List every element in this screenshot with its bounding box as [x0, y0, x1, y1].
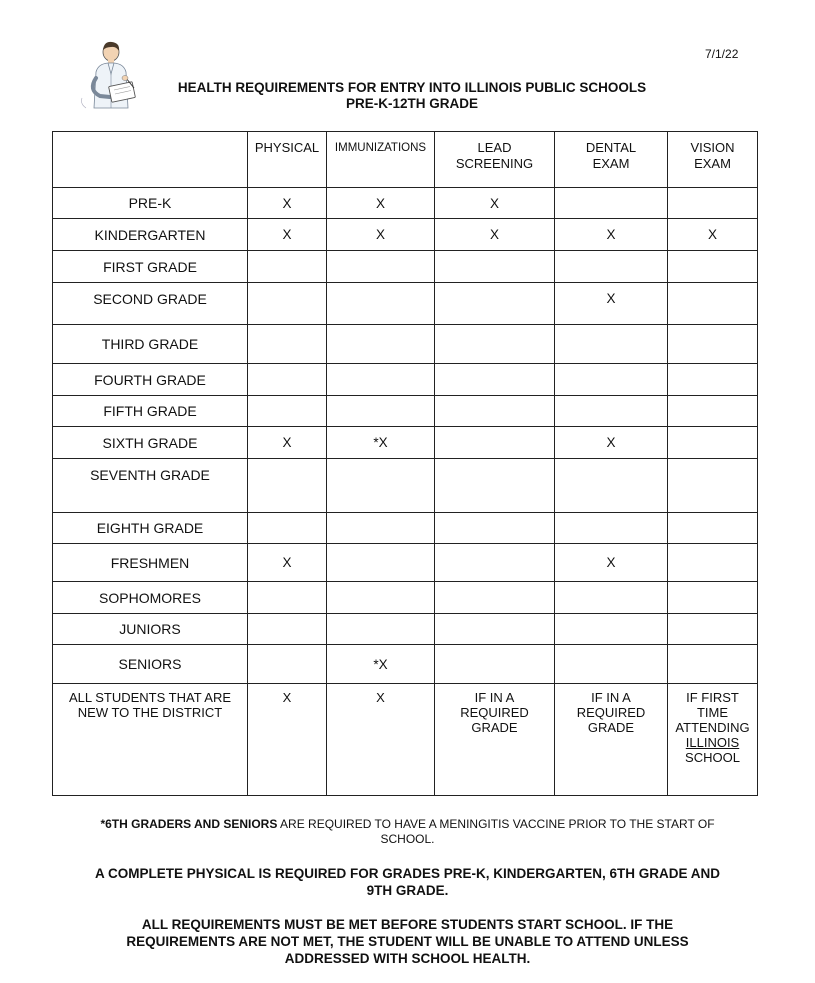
grade-cell: EIGHTH GRADE	[53, 513, 248, 544]
header-lead-line: LEAD	[477, 140, 512, 155]
header-vision-exam	[668, 132, 758, 188]
immunizations-cell	[327, 364, 435, 396]
lead-cell	[435, 544, 555, 582]
immunizations-cell	[327, 513, 435, 544]
lead-cell	[435, 582, 555, 614]
grade-cell: FIRST GRADE	[53, 251, 248, 283]
physical-cell: X	[248, 427, 327, 459]
lead-cell	[435, 645, 555, 684]
vision-cell	[668, 459, 758, 513]
vision-line: SCHOOL	[685, 750, 740, 765]
table-row-sixth-grade	[53, 427, 758, 459]
immunizations-cell	[327, 459, 435, 513]
grade-cell: SENIORS	[53, 645, 248, 684]
immunizations-cell: X	[327, 684, 435, 796]
health-requirements-table	[52, 131, 758, 796]
vision-cell	[668, 645, 758, 684]
vision-line-illinois: ILLINOIS	[685, 735, 740, 750]
grade-cell: KINDERGARTEN	[53, 219, 248, 251]
immunizations-cell: *X	[327, 645, 435, 684]
requirements-note-line: ALL REQUIREMENTS MUST BE MET BEFORE STUDENTS START SCHOOL. IF THE	[141, 917, 674, 932]
physical-note-line: A COMPLETE PHYSICAL IS REQUIRED FOR GRADES PRE-K, KINDERGARTEN, 6TH GRADE AND	[94, 866, 721, 881]
grade-cell: FIFTH GRADE	[53, 396, 248, 427]
meningitis-note	[40, 817, 775, 847]
physical-cell	[248, 396, 327, 427]
lead-cell	[435, 396, 555, 427]
vision-cell	[668, 614, 758, 645]
table-row-eighth-grade	[53, 513, 758, 544]
vision-cell	[668, 582, 758, 614]
grade-cell: SEVENTH GRADE	[53, 459, 248, 513]
dental-cell: X	[555, 427, 668, 459]
requirements-note-line: REQUIREMENTS ARE NOT MET, THE STUDENT WILL BE UNABLE TO ATTEND UNLESS	[126, 934, 689, 949]
header-dental-exam	[555, 132, 668, 188]
vision-cell	[668, 364, 758, 396]
header-physical: PHYSICAL	[248, 132, 327, 188]
dental-cell	[555, 251, 668, 283]
table-row-juniors	[53, 614, 758, 645]
table-row-pre-k	[53, 188, 758, 219]
physical-cell: X	[248, 188, 327, 219]
dental-cell	[555, 513, 668, 544]
physical-cell	[248, 513, 327, 544]
table-row-sophomores	[53, 582, 758, 614]
physical-cell: X	[248, 219, 327, 251]
dental-cell	[555, 364, 668, 396]
vision-cell	[668, 325, 758, 364]
physical-cell	[248, 459, 327, 513]
vision-cell	[668, 283, 758, 325]
grade-cell: JUNIORS	[53, 614, 248, 645]
table-row-fourth-grade	[53, 364, 758, 396]
physical-cell	[248, 645, 327, 684]
vision-line: ATTENDING	[675, 720, 750, 735]
dental-cell	[555, 684, 668, 796]
lead-cell	[435, 684, 555, 796]
table-row-new-students	[53, 684, 758, 796]
physical-cell: X	[248, 544, 327, 582]
physical-cell	[248, 614, 327, 645]
lead-cell	[435, 513, 555, 544]
header-lead-line: SCREENING	[455, 156, 534, 171]
grade-cell: THIRD GRADE	[53, 325, 248, 364]
physical-note	[40, 865, 775, 899]
immunizations-cell	[327, 396, 435, 427]
dental-line: GRADE	[587, 720, 635, 735]
meningitis-note-line: SCHOOL.	[380, 832, 435, 846]
physical-cell: X	[248, 684, 327, 796]
table-row-third-grade	[53, 325, 758, 364]
document-date: 7/1/22	[705, 47, 739, 61]
table-row-seventh-grade	[53, 459, 758, 513]
lead-line: GRADE	[471, 720, 518, 735]
meningitis-note-text: ARE REQUIRED TO HAVE A MENINGITIS VACCINE PRIOR TO THE START OF	[277, 817, 715, 831]
physical-cell	[248, 582, 327, 614]
title-line-2: PRE-K-12TH GRADE	[345, 96, 478, 111]
grade-cell	[53, 684, 248, 796]
table-row-seniors	[53, 645, 758, 684]
vision-cell	[668, 544, 758, 582]
vision-cell	[668, 684, 758, 796]
dental-cell: X	[555, 219, 668, 251]
vision-cell	[668, 513, 758, 544]
vision-cell	[668, 251, 758, 283]
grade-cell: FRESHMEN	[53, 544, 248, 582]
grade-cell: SECOND GRADE	[53, 283, 248, 325]
immunizations-cell: X	[327, 188, 435, 219]
immunizations-cell: X	[327, 219, 435, 251]
physical-cell	[248, 364, 327, 396]
dental-cell: X	[555, 283, 668, 325]
dental-cell: X	[555, 544, 668, 582]
title-line-1: HEALTH REQUIREMENTS FOR ENTRY INTO ILLINOIS PUBLIC SCHOOLS	[177, 80, 647, 95]
immunizations-cell	[327, 614, 435, 645]
header-vision-line: VISION	[690, 140, 735, 155]
physical-note-line: 9TH GRADE.	[366, 883, 449, 898]
dental-line: REQUIRED	[576, 705, 646, 720]
lead-cell	[435, 427, 555, 459]
meningitis-note-line	[40, 817, 775, 832]
requirements-note-line: ADDRESSED WITH SCHOOL HEALTH.	[284, 951, 531, 966]
lead-cell: X	[435, 188, 555, 219]
vision-line: IF FIRST	[686, 690, 739, 705]
grade-cell: SOPHOMORES	[53, 582, 248, 614]
table-row-first-grade	[53, 251, 758, 283]
lead-line: IF IN A	[474, 690, 515, 705]
header-lead-screening	[435, 132, 555, 188]
table-row-fifth-grade	[53, 396, 758, 427]
immunizations-cell	[327, 283, 435, 325]
physical-cell	[248, 325, 327, 364]
grade-cell: SIXTH GRADE	[53, 427, 248, 459]
immunizations-cell: *X	[327, 427, 435, 459]
header-immunizations: IMMUNIZATIONS	[327, 132, 435, 188]
dental-cell	[555, 188, 668, 219]
dental-cell	[555, 325, 668, 364]
vision-cell	[668, 396, 758, 427]
dental-cell	[555, 396, 668, 427]
lead-cell	[435, 251, 555, 283]
vision-cell	[668, 188, 758, 219]
header-dental-line: EXAM	[592, 156, 630, 171]
table-header-row	[53, 132, 758, 188]
lead-cell	[435, 364, 555, 396]
immunizations-cell	[327, 325, 435, 364]
doctor-with-clipboard-icon	[80, 38, 150, 110]
table-row-second-grade	[53, 283, 758, 325]
dental-cell	[555, 645, 668, 684]
lead-cell	[435, 325, 555, 364]
vision-cell: X	[668, 219, 758, 251]
dental-line: IF IN A	[591, 690, 631, 705]
lead-cell	[435, 459, 555, 513]
physical-cell	[248, 251, 327, 283]
physical-cell	[248, 283, 327, 325]
lead-cell	[435, 283, 555, 325]
dental-cell	[555, 614, 668, 645]
page-title	[150, 80, 674, 112]
vision-cell	[668, 427, 758, 459]
dental-cell	[555, 459, 668, 513]
header-dental-line: DENTAL	[585, 140, 637, 155]
lead-cell	[435, 614, 555, 645]
immunizations-cell	[327, 544, 435, 582]
grade-cell: PRE-K	[53, 188, 248, 219]
table-row-freshmen	[53, 544, 758, 582]
table-row-kindergarten	[53, 219, 758, 251]
lead-line: REQUIRED	[460, 705, 529, 720]
header-vision-line: EXAM	[694, 156, 731, 171]
immunizations-cell	[327, 251, 435, 283]
new-students-line: NEW TO THE DISTRICT	[77, 705, 223, 720]
meningitis-note-bold: *6TH GRADERS AND SENIORS	[100, 817, 278, 831]
new-students-line: ALL STUDENTS THAT ARE	[68, 690, 232, 705]
grade-cell: FOURTH GRADE	[53, 364, 248, 396]
immunizations-cell	[327, 582, 435, 614]
requirements-note	[40, 916, 775, 967]
header-cell-empty	[53, 132, 248, 188]
lead-cell: X	[435, 219, 555, 251]
dental-cell	[555, 582, 668, 614]
vision-line: TIME	[696, 705, 729, 720]
